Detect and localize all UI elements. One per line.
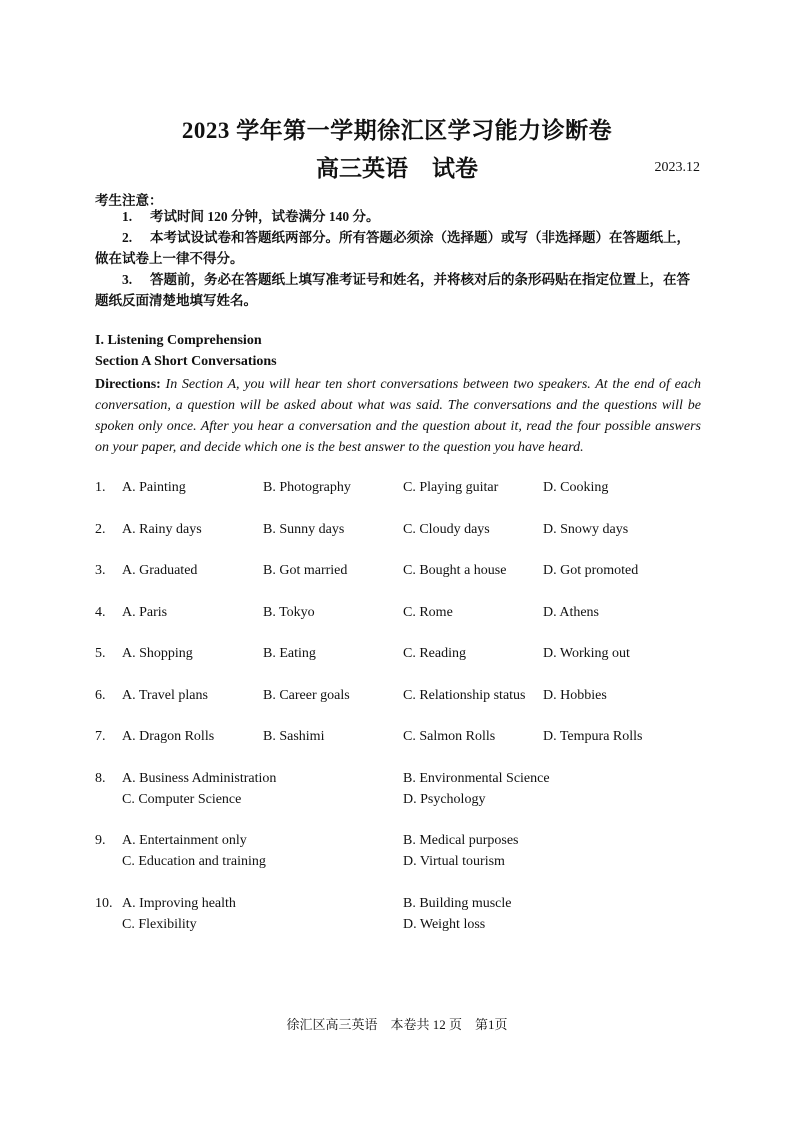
question-number: 3. <box>95 563 106 578</box>
directions-text: In Section A, you will hear ten short conversations between two speakers. At the end of each conversation, a question will be asked about what was said. The conversations and the questions will be spoken only once. After you hear a conversation and the question about it, read the four possible answers on your paper, and decide which one is the best answer to the question you have heard. <box>95 377 701 455</box>
option-b: B. Building muscle <box>403 896 512 911</box>
option-c: C. Computer Science <box>122 792 242 807</box>
question-number: 6. <box>95 688 106 703</box>
notice-item: 3. 答题前，务必在答题纸上填写准考证号和姓名，并将核对后的条形码贴在指定位置上，在答题纸反面清楚地填写姓名。 <box>95 272 690 308</box>
option-c: C. Relationship status <box>403 688 526 703</box>
notice-item: 2. 本考试设试卷和答题纸两部分。所有答题必须涂（选择题）或写（非选择题）在答题纸上，做在试卷上一律不得分。 <box>95 230 690 266</box>
option-d: D. Cooking <box>543 480 609 495</box>
option-a: A. Paris <box>122 605 168 620</box>
option-a: A. Shopping <box>122 646 193 661</box>
option-d: D. Psychology <box>403 792 486 807</box>
directions <box>95 374 701 458</box>
question-item <box>95 833 701 869</box>
option-b: B. Got married <box>263 563 348 578</box>
option-d: D. Athens <box>543 605 599 620</box>
section-heading: Section A Short Conversations <box>95 354 277 369</box>
option-b: B. Medical purposes <box>403 833 519 848</box>
question-number: 8. <box>95 771 106 786</box>
exam-date: 2023.12 <box>654 160 700 175</box>
question-number: 7. <box>95 729 106 744</box>
option-a: A. Entertainment only <box>122 833 247 848</box>
option-b: B. Environmental Science <box>403 771 550 786</box>
page-footer: 徐汇区高三英语 本卷共 12 页 第1页 <box>286 1017 508 1032</box>
option-c: C. Education and training <box>122 854 266 869</box>
question-number: 5. <box>95 646 106 661</box>
option-a: A. Business Administration <box>122 771 277 786</box>
question-item <box>95 896 701 932</box>
exam-title: 2023 学年第一学期徐汇区学习能力诊断卷 <box>181 118 613 143</box>
option-b: B. Tokyo <box>263 605 315 620</box>
option-a: A. Graduated <box>122 563 198 578</box>
question-item <box>95 605 701 626</box>
option-c: C. Flexibility <box>122 917 197 932</box>
question-number: 9. <box>95 833 106 848</box>
option-b: B. Photography <box>263 480 351 495</box>
question-number: 4. <box>95 605 106 620</box>
option-a: A. Travel plans <box>122 688 208 703</box>
question-item <box>95 480 701 501</box>
question-number: 10. <box>95 896 113 911</box>
paper-label: 试卷 <box>432 156 478 181</box>
option-a: A. Improving health <box>122 896 236 911</box>
option-d: D. Working out <box>543 646 630 661</box>
notice-heading: 考生注意： <box>95 193 163 208</box>
question-number: 1. <box>95 480 106 495</box>
question-item <box>95 688 701 709</box>
question-item <box>95 563 701 584</box>
option-a: A. Dragon Rolls <box>122 729 215 744</box>
option-c: C. Salmon Rolls <box>403 729 496 744</box>
option-b: B. Eating <box>263 646 316 661</box>
option-b: B. Career goals <box>263 688 350 703</box>
option-d: D. Weight loss <box>403 917 486 932</box>
part-heading: I. Listening Comprehension <box>95 333 262 348</box>
question-item <box>95 771 701 807</box>
option-d: D. Virtual tourism <box>403 854 505 869</box>
notice-item: 1. 考试时间 120 分钟，试卷满分 140 分。 <box>122 209 380 224</box>
directions-label: Directions: <box>95 377 161 392</box>
option-c: C. Playing guitar <box>403 480 499 495</box>
question-item <box>95 729 701 750</box>
option-a: A. Painting <box>122 480 186 495</box>
option-b: B. Sunny days <box>263 522 345 537</box>
option-a: A. Rainy days <box>122 522 202 537</box>
option-d: D. Hobbies <box>543 688 607 703</box>
option-c: C. Cloudy days <box>403 522 490 537</box>
option-c: C. Rome <box>403 605 453 620</box>
option-d: D. Tempura Rolls <box>543 729 643 744</box>
subject-label: 高三英语 <box>316 156 408 181</box>
option-d: D. Got promoted <box>543 563 639 578</box>
option-d: D. Snowy days <box>543 522 629 537</box>
option-c: C. Bought a house <box>403 563 507 578</box>
question-number: 2. <box>95 522 106 537</box>
option-b: B. Sashimi <box>263 729 325 744</box>
question-item <box>95 522 701 543</box>
question-item <box>95 646 701 667</box>
option-c: C. Reading <box>403 646 466 661</box>
